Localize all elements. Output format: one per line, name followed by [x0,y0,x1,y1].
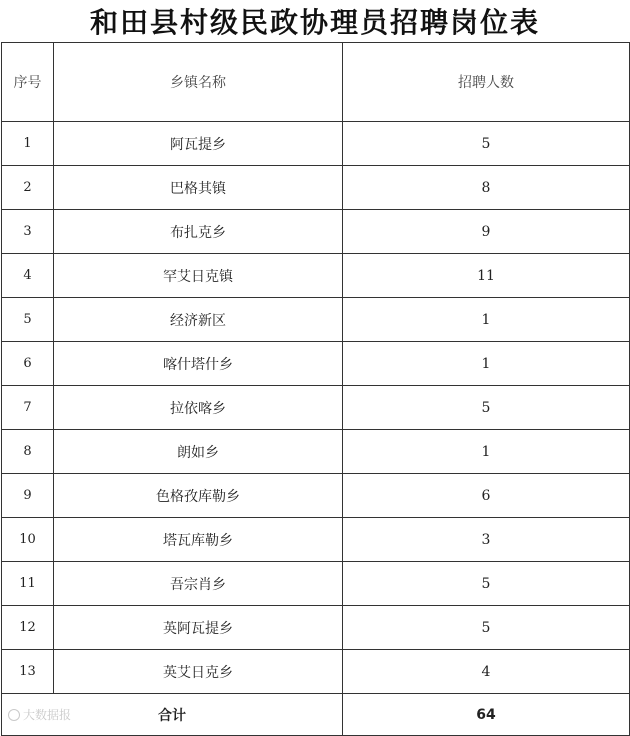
row-town: 经济新区 [54,298,343,342]
row-town: 朗如乡 [54,430,343,474]
row-index: 1 [2,122,54,166]
row-town: 色格孜库勒乡 [54,474,343,518]
header-index: 序号 [2,43,54,122]
row-index: 3 [2,210,54,254]
table-row [2,606,630,650]
row-index: 12 [2,606,54,650]
row-count: 6 [343,474,630,518]
watermark [8,706,71,723]
table-row [2,386,630,430]
table-row [2,254,630,298]
header-count: 招聘人数 [343,43,630,122]
table-row [2,474,630,518]
table-row [2,650,630,694]
row-index: 13 [2,650,54,694]
row-index: 2 [2,166,54,210]
row-town: 英阿瓦提乡 [54,606,343,650]
row-town: 塔瓦库勒乡 [54,518,343,562]
watermark-logo-icon [8,709,20,721]
row-town: 布扎克乡 [54,210,343,254]
row-index: 10 [2,518,54,562]
row-count: 4 [343,650,630,694]
table-row [2,166,630,210]
table-header-row [2,43,630,122]
row-count: 9 [343,210,630,254]
row-index: 11 [2,562,54,606]
row-index: 6 [2,342,54,386]
row-town: 阿瓦提乡 [54,122,343,166]
row-count: 1 [343,298,630,342]
row-index: 8 [2,430,54,474]
row-count: 1 [343,430,630,474]
row-count: 5 [343,386,630,430]
row-town: 拉依喀乡 [54,386,343,430]
row-count: 3 [343,518,630,562]
header-town: 乡镇名称 [54,43,343,122]
row-count: 5 [343,606,630,650]
table-row [2,430,630,474]
table-row [2,298,630,342]
row-town: 英艾日克乡 [54,650,343,694]
table-row [2,342,630,386]
table-row [2,210,630,254]
row-town: 喀什塔什乡 [54,342,343,386]
row-index: 9 [2,474,54,518]
row-count: 5 [343,562,630,606]
row-index: 5 [2,298,54,342]
total-count: 64 [343,694,630,736]
table-row [2,518,630,562]
row-town: 巴格其镇 [54,166,343,210]
table-row [2,122,630,166]
watermark-text: 大数据报 [23,708,72,722]
row-count: 11 [343,254,630,298]
table-total-row [2,694,630,736]
row-count: 8 [343,166,630,210]
row-count: 5 [343,122,630,166]
row-index: 7 [2,386,54,430]
row-index: 4 [2,254,54,298]
row-count: 1 [343,342,630,386]
recruitment-table [1,42,630,736]
page-title: 和田县村级民政协理员招聘岗位表 [89,6,540,39]
row-town: 罕艾日克镇 [54,254,343,298]
table-row [2,562,630,606]
total-label: 合计 [2,694,343,736]
row-town: 吾宗肖乡 [54,562,343,606]
